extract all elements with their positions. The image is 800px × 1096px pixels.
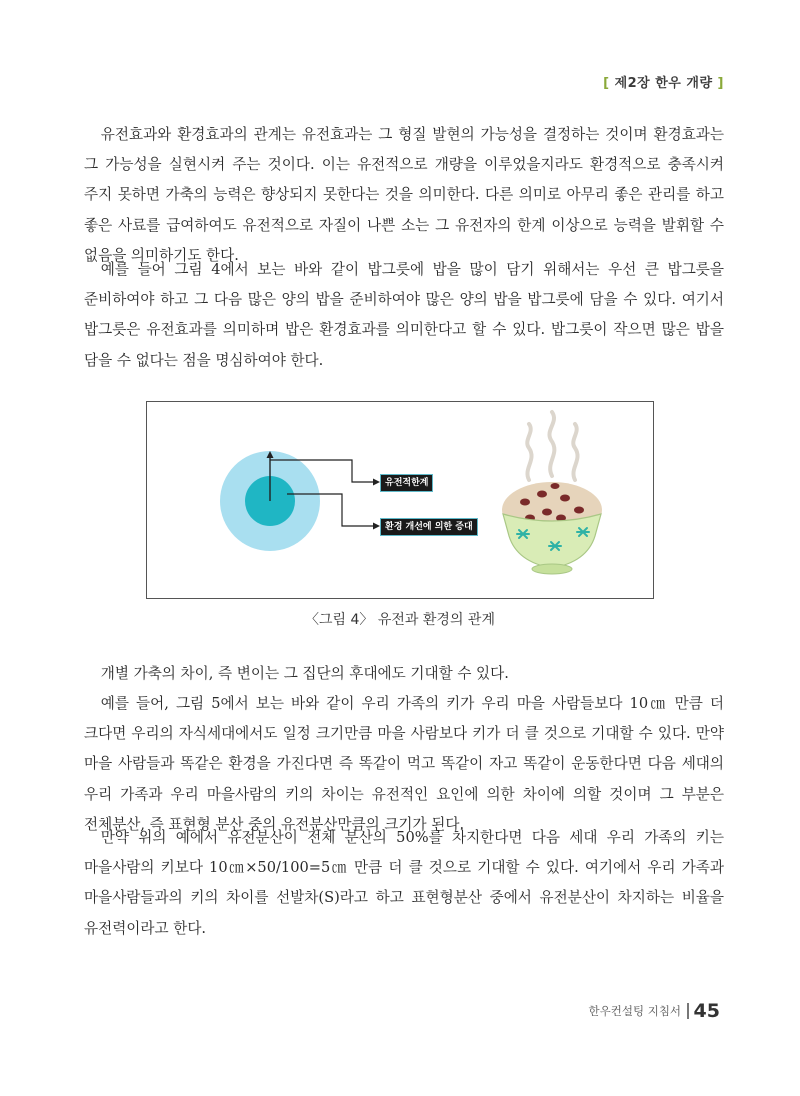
footer-separator <box>687 1003 689 1019</box>
connector-genetic-limit-arrow <box>373 479 380 486</box>
header-bracket-close: ] <box>717 76 724 91</box>
footer-book-title: 한우컨설팅 지침서 <box>588 1004 682 1018</box>
paragraph-variation: 개별 가축의 차이, 즉 변이는 그 집단의 후대에도 기대할 수 있다. <box>100 665 509 682</box>
rice-bowl-illustration <box>502 482 602 574</box>
figure-genetics-environment <box>146 401 654 599</box>
header-bracket-open: [ <box>603 76 610 91</box>
bowl-foot <box>532 564 572 574</box>
steam-illustration <box>527 412 577 480</box>
paragraph-heritability: 만약 위의 예에서 유전분산이 전체 분산의 50%를 차지한다면 다음 세대 우리 가족의 키는 마을사람의 키보다 10㎝×50/100=5㎝ 만큼 더 클 것으로 기대할 수 있다. 여기에서 우리 가족과 마을사람들과의 키의 차이를 선발차(S)라고 하고 표현형분산 중에서 유전분산이 차지하는 비율을 유전력이라고 한다. <box>84 829 724 937</box>
paragraph-rice-bowl-example: 예를 들어 그림 4에서 보는 바와 같이 밥그릇에 밥을 많이 담기 위해서는 우선 큰 밥그릇을 준비하여야 하고 그 다음 많은 양의 밥을 준비하여야 많은 양의 밥을 밥그릇에 담을 수 있다. 여기서 밥그릇은 유전효과를 의미하며 밥은 환경효과를 의미한다고 할 수 있다. 밥그릇이 작으면 많은 밥을 담을 수 없다는 점을 명심하여야 한다. <box>84 261 724 369</box>
label-genetic-limit: 유전적한계 <box>380 474 433 492</box>
paragraph-height-example: 예를 들어, 그림 5에서 보는 바와 같이 우리 가족의 키가 우리 마을 사람들보다 10㎝ 만큼 더 크다면 우리의 자식세대에서도 일정 크기만큼 마을 사람보다 키가 더 클 것으로 기대할 수 있다. 만약 마을 사람들과 똑같은 환경을 가진다면 즉 똑같이 먹고 똑같이 자고 똑같이 운동한다면 다음 세대의 우리 가족과 우리 마을사람의 키의 차이는 유전적인 요인에 의한 차이에 의할 것이며 그 부분은 전체분산, 즉 표현형 분산 중의 유전분산만큼의 크기가 된다. <box>84 695 724 833</box>
chapter-header <box>603 72 724 91</box>
figure-caption: 〈그림 4〉 유전과 환경의 관계 <box>305 612 495 628</box>
connector-environment-arrow <box>373 523 380 530</box>
page-footer <box>589 1000 720 1022</box>
figure-illustration <box>147 402 655 600</box>
label-environment-increase: 환경 개선에 의한 증대 <box>380 518 478 536</box>
page-number: 45 <box>693 1000 720 1022</box>
bowl-body <box>503 514 601 568</box>
paragraph-genetic-environment-relation: 유전효과와 환경효과의 관계는 유전효과는 그 형질 발현의 가능성을 결정하는 것이며 환경효과는 그 가능성을 실현시켜 주는 것이다. 이는 유전적으로 개량을 이루었을지라도 환경적으로 충족시켜 주지 못하면 가축의 능력은 향상되지 못한다는 것을 의미한다. 다른 의미로 아무리 좋은 관리를 하고 좋은 사료를 급여하여도 유전적으로 자질이 나쁜 소는 그 유전자의 한계 이상으로 능력을 발휘할 수 없음을 의미하기도 한다. <box>84 126 724 264</box>
header-title: 제2장 한우 개량 <box>614 76 713 91</box>
